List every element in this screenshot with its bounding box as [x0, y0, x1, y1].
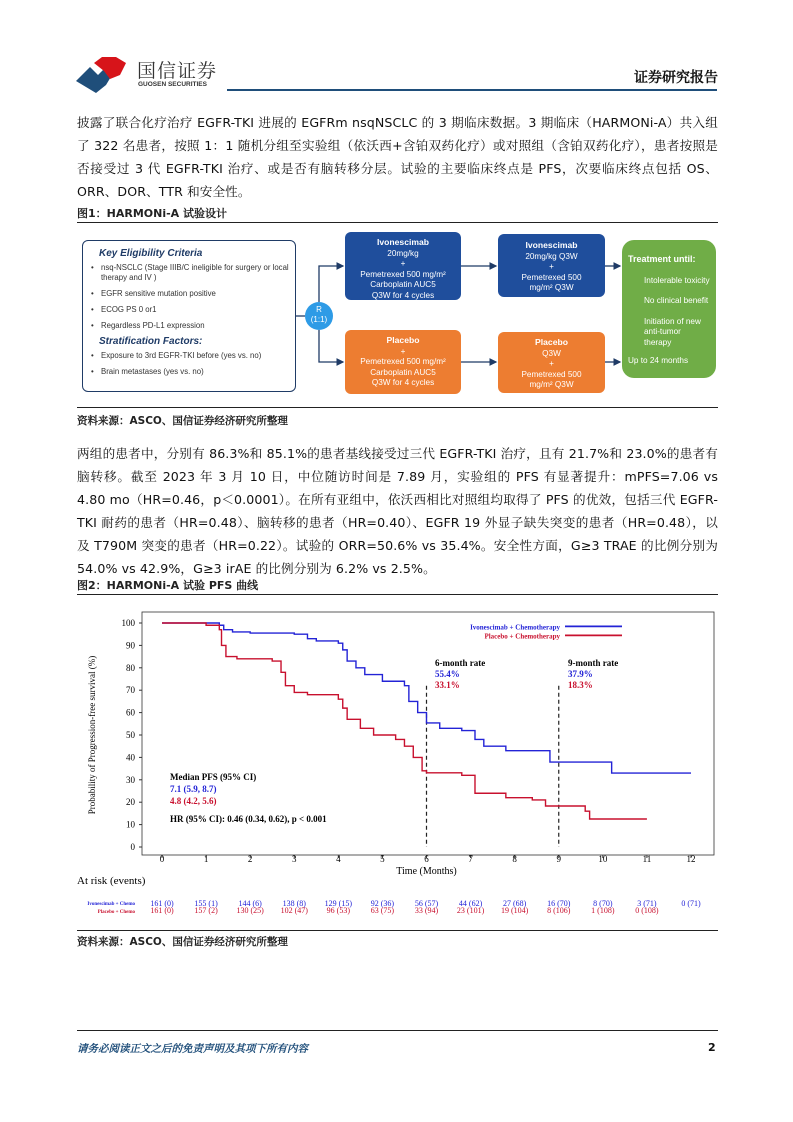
- x-tick-label: 8: [512, 854, 517, 864]
- at-risk-value: 1 (108): [591, 906, 615, 915]
- stratification-item: • Brain metastases (yes vs. no): [91, 367, 289, 377]
- randomization-ratio: (1:1): [310, 315, 328, 324]
- x-axis-label: Time (Months): [396, 866, 457, 877]
- median-placebo: 4.8 (4.2, 5.6): [170, 796, 217, 806]
- box-line: mg/m² Q3W: [529, 380, 574, 389]
- rate-placebo: 33.1%: [435, 680, 460, 690]
- at-risk-value: 130 (25): [236, 906, 264, 915]
- box-line: +: [400, 346, 406, 356]
- figure2-rule: [77, 594, 718, 595]
- paragraph-1: 披露了联合化疗治疗 EGFR-TKI 进展的 EGFRm nsqNSCLC 的 3 期临床数据。3 期临床（HARMONi-A）共入组了 322 名患者，按照 1：1 随机分组至实验组（依沃西+含铂双药化疗）或对照组（含铂双药化疗），患者按照是否接受过 3 代 EGFR-TKI 治疗、或是否有脑转移分层。试验的主要临床终点是 PFS，次要临床终点包括 OS、ORR、DOR、TTR 和安全性。: [77, 115, 718, 199]
- x-tick-label: 1: [203, 854, 209, 864]
- figure1-bottom-rule: [77, 407, 718, 408]
- eligibility-title: Key Eligibility Criteria: [99, 248, 203, 259]
- treatment-until-box: [622, 240, 716, 378]
- box-line: Carboplatin AUC5: [370, 367, 436, 377]
- x-tick-label: 9: [556, 854, 561, 864]
- y-tick-label: 70: [126, 685, 135, 696]
- at-risk-title: At risk (events): [77, 875, 146, 887]
- at-risk-row-label: Placebo + Chemo: [97, 910, 135, 915]
- at-risk-value: 27 (68): [503, 899, 527, 908]
- rate-placebo: 18.3%: [568, 680, 593, 690]
- at-risk-value: 56 (57): [414, 899, 439, 908]
- at-risk-value: 102 (47): [280, 906, 308, 915]
- at-risk-value: 33 (94): [414, 906, 439, 915]
- box-line: Pemetrexed 500 mg/m²: [360, 357, 446, 366]
- logo-cn: 国信证券: [137, 60, 218, 82]
- x-tick-label: 7: [468, 854, 473, 864]
- figure1-source: 资料来源：ASCO、国信证券经济研究所整理: [77, 415, 288, 427]
- box-line: Placebo: [386, 335, 420, 345]
- randomization-label: [305, 305, 333, 325]
- at-risk-value: 144 (6): [238, 899, 262, 908]
- y-axis-label: Probability of Progression-free survival (%): [87, 655, 97, 815]
- at-risk-value: 63 (75): [370, 906, 395, 915]
- arm-a-induction-box: [345, 232, 461, 300]
- median-title: Median PFS (95% CI): [170, 772, 257, 782]
- x-tick-label: 10: [598, 854, 608, 864]
- rate-title: 6-month rate: [435, 658, 486, 668]
- box-line: +: [549, 262, 554, 271]
- hazard-ratio: HR (95% CI): 0.46 (0.34, 0.62), p < 0.001: [170, 814, 327, 824]
- x-tick-label: 5: [380, 854, 385, 864]
- box-line: Carboplatin AUC5: [370, 280, 436, 289]
- treatment-title: Treatment until:: [628, 254, 696, 264]
- x-tick-label: 0: [159, 854, 165, 864]
- at-risk-value: 96 (53): [326, 906, 350, 915]
- treatment-item: Initiation of new anti-tumor therapy: [644, 316, 701, 347]
- x-tick-label: 2: [247, 854, 253, 864]
- at-risk-value: 3 (71): [637, 899, 657, 908]
- legend-label: Placebo + Chemotherapy: [484, 632, 560, 641]
- y-tick-label: 80: [126, 662, 135, 673]
- arm-b-induction-box: [345, 330, 461, 394]
- treatment-item: No clinical benefit: [644, 296, 709, 305]
- rate-title: 9-month rate: [568, 658, 619, 668]
- x-tick-label: 6: [424, 854, 429, 864]
- legend-label: Ivonescimab + Chemotherapy: [470, 623, 560, 632]
- at-risk-value: 44 (62): [458, 899, 483, 908]
- x-tick-label: 12: [686, 854, 696, 864]
- box-line: Ivonescimab: [525, 240, 578, 250]
- at-risk-value: 157 (2): [194, 906, 218, 915]
- at-risk-value: 129 (15): [324, 899, 352, 908]
- pfs-chart: [0, 600, 793, 930]
- at-risk-value: 138 (8): [282, 899, 306, 908]
- box-line: +: [400, 259, 406, 268]
- treatment-limit: Up to 24 months: [628, 356, 689, 365]
- at-risk-value: 161 (0): [150, 899, 174, 908]
- box-line: Pemetrexed 500 mg/m²: [360, 269, 446, 279]
- box-line: mg/m² Q3W: [529, 283, 574, 292]
- stratification-title: Stratification Factors:: [99, 336, 203, 347]
- arm-a-maintenance-box: [498, 234, 605, 297]
- box-line: Pemetrexed 500: [521, 272, 582, 282]
- box-line: Ivonescimab: [376, 237, 430, 247]
- at-risk-value: 19 (104): [501, 906, 529, 915]
- y-tick-label: 100: [121, 618, 135, 628]
- at-risk-value: 8 (70): [593, 899, 613, 908]
- eligibility-item: • Regardless PD-L1 expression: [91, 321, 289, 331]
- eligibility-item: • ECOG PS 0 or1: [91, 305, 289, 315]
- y-tick-label: 0: [130, 842, 135, 852]
- figure2-caption: 图2：HARMONi-A 试验 PFS 曲线: [77, 579, 259, 592]
- x-tick-label: 4: [336, 854, 341, 864]
- y-tick-label: 10: [126, 819, 135, 830]
- x-tick-label: 11: [642, 854, 652, 864]
- arm-b-maintenance-box: [498, 332, 605, 393]
- at-risk-value: 8 (106): [547, 906, 571, 915]
- rate-ivonescimab: 37.9%: [568, 669, 593, 679]
- figure2-bottom-rule: [77, 930, 718, 931]
- at-risk-value: 23 (101): [456, 906, 485, 915]
- at-risk-value: 92 (36): [370, 899, 395, 908]
- at-risk-row-label: Ivonescimab + Chemo: [87, 902, 135, 907]
- figure1-caption: 图1：HARMONi-A 试验设计: [77, 207, 228, 220]
- box-line: 20mg/kg: [387, 248, 419, 258]
- box-line: Pemetrexed 500: [521, 369, 582, 379]
- y-tick-label: 40: [126, 752, 135, 763]
- km-curve-placebo: [162, 623, 647, 819]
- page-number: 2: [708, 1041, 716, 1054]
- report-type: 证券研究报告: [634, 70, 718, 86]
- logo-en: GUOSEN SECURITIES: [138, 81, 207, 88]
- y-tick-label: 30: [126, 774, 135, 785]
- at-risk-value: 16 (70): [547, 899, 571, 908]
- at-risk-value: 0 (71): [681, 899, 701, 908]
- paragraph-2: 两组的患者中，分别有 86.3%和 85.1%的患者基线接受过三代 EGFR-TKI 治疗，且有 21.7%和 23.0%的患者有脑转移。截至 2023 年 3 月 10 日，中位随访时间是 7.89 月，实验组的 PFS 有显著提升：mPFS=7.06 vs 4.80 mo（HR=0.46，p＜0.0001）。在所有亚组中，依沃西相比对照组均取得了 PFS 的优效，包括三代 EGFR-TKI 耐药的患者（HR=0.48）、脑转移的患者（HR=0.40）、EGFR 19 外显子缺失突变的患者（HR=0.48），以及 T790M 突变的患者（HR=0.22）。试验的 ORR=50.6% vs 35.4%。安全性方面，G≥3 TRAE 的比例分别为 54.0% vs 42.9%，G≥3 irAE 的比例分别为 6.2% vs 2.5%。: [77, 446, 718, 576]
- box-line: Placebo: [535, 337, 568, 347]
- y-tick-label: 60: [126, 707, 135, 718]
- at-risk-value: 0 (108): [635, 906, 659, 915]
- box-line: Q3W for 4 cycles: [371, 290, 435, 300]
- stratification-item: • Exposure to 3rd EGFR-TKI before (yes vs. no): [91, 351, 289, 361]
- y-tick-label: 50: [126, 730, 135, 740]
- footer-disclaimer: 请务必阅读正文之后的免责声明及其项下所有内容: [77, 1043, 308, 1055]
- randomization-r: R: [316, 305, 322, 314]
- median-ivonescimab: 7.1 (5.9, 8.7): [170, 784, 217, 794]
- figure2-source: 资料来源：ASCO、国信证券经济研究所整理: [77, 936, 288, 948]
- at-risk-value: 161 (0): [150, 906, 174, 915]
- box-line: Q3W: [542, 348, 561, 358]
- x-tick-label: 3: [292, 854, 297, 864]
- box-line: Q3W for 4 cycles: [371, 378, 435, 387]
- y-tick-label: 20: [126, 797, 135, 808]
- footer-rule: [77, 1030, 718, 1031]
- eligibility-item: • nsq-NSCLC (Stage IIIB/C ineligible for surgery or local therapy and IV ): [91, 263, 289, 283]
- treatment-item: Intolerable toxicity: [644, 275, 710, 285]
- y-tick-label: 90: [126, 640, 135, 651]
- eligibility-item: • EGFR sensitive mutation positive: [91, 289, 289, 299]
- rate-ivonescimab: 55.4%: [435, 669, 460, 679]
- at-risk-value: 155 (1): [194, 899, 218, 908]
- box-line: 20mg/kg Q3W: [525, 251, 578, 261]
- box-line: +: [549, 359, 554, 368]
